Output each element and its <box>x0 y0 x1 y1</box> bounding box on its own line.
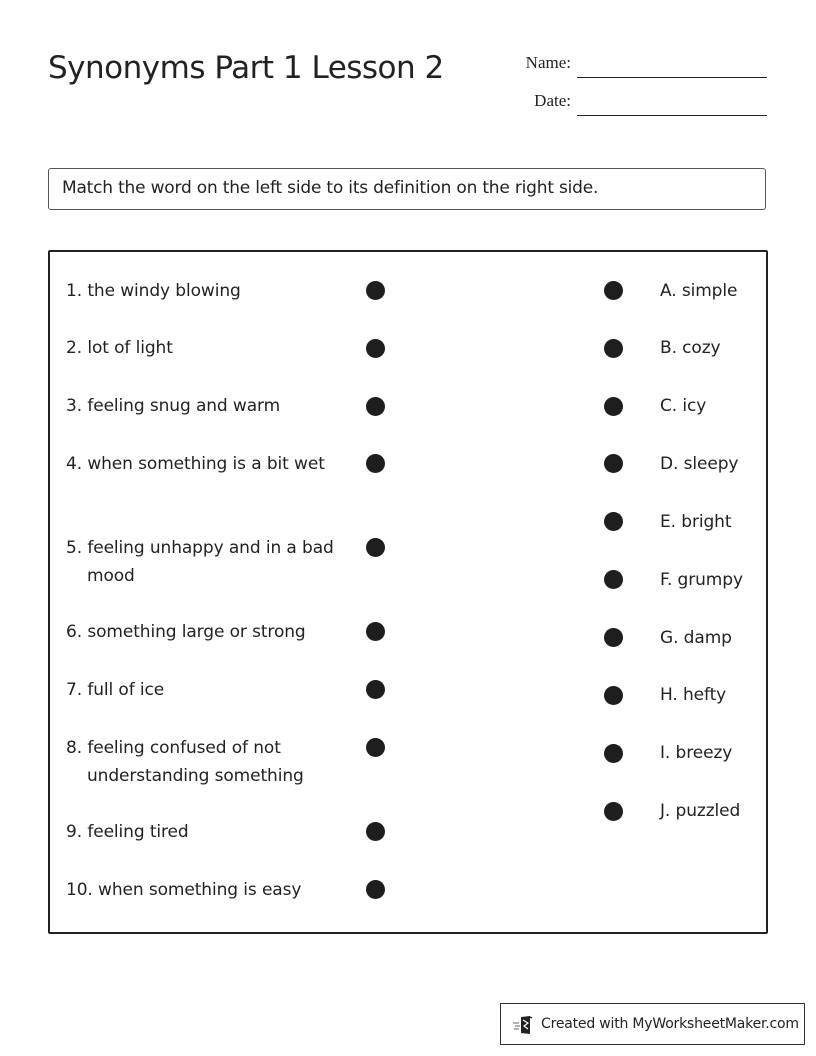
left-item: 5. feeling unhappy and in a bad mood <box>66 538 334 586</box>
left-match-dot[interactable] <box>366 822 385 841</box>
right-item: D. sleepy <box>660 454 739 474</box>
instructions-box <box>48 168 766 210</box>
right-match-dot[interactable] <box>604 744 623 763</box>
left-item: 3. feeling snug and warm <box>66 396 281 416</box>
right-match-dot[interactable] <box>604 802 623 821</box>
right-item: I. breezy <box>660 743 733 763</box>
left-match-dot[interactable] <box>366 339 385 358</box>
right-item: B. cozy <box>660 338 721 358</box>
right-item: A. simple <box>660 281 738 301</box>
footer-text: Created with MyWorksheetMaker.com <box>541 1016 799 1032</box>
right-item: F. grumpy <box>660 570 743 590</box>
right-item: E. bright <box>660 512 732 532</box>
right-match-dot[interactable] <box>604 686 623 705</box>
right-item: J. puzzled <box>660 801 741 821</box>
left-match-dot[interactable] <box>366 738 385 757</box>
name-label: Name: <box>525 53 571 72</box>
left-item: 9. feeling tired <box>66 822 189 842</box>
left-item: 1. the windy blowing <box>66 281 241 301</box>
left-item: 7. full of ice <box>66 680 165 700</box>
instructions-text: Match the word on the left side to its definition on the right side. <box>62 178 599 198</box>
right-match-dot[interactable] <box>604 570 623 589</box>
left-item: 6. something large or strong <box>66 622 306 642</box>
left-item: 8. feeling confused of not understanding something <box>66 738 304 786</box>
right-item: C. icy <box>660 396 707 416</box>
left-match-dot[interactable] <box>366 680 385 699</box>
page-title: Synonyms Part 1 Lesson 2 <box>48 50 444 86</box>
left-match-dot[interactable] <box>366 538 385 557</box>
worksheet-logo-icon <box>513 1015 535 1035</box>
left-match-dot[interactable] <box>366 880 385 899</box>
right-item: G. damp <box>660 628 732 648</box>
left-match-dot[interactable] <box>366 454 385 473</box>
right-match-dot[interactable] <box>604 628 623 647</box>
date-field[interactable] <box>577 115 767 116</box>
date-label: Date: <box>534 91 571 110</box>
left-item: 2. lot of light <box>66 338 173 358</box>
left-match-dot[interactable] <box>366 397 385 416</box>
right-match-dot[interactable] <box>604 339 623 358</box>
name-field[interactable] <box>577 77 767 78</box>
footer-credit[interactable] <box>500 1003 805 1045</box>
left-match-dot[interactable] <box>366 281 385 300</box>
right-match-dot[interactable] <box>604 281 623 300</box>
left-match-dot[interactable] <box>366 622 385 641</box>
right-match-dot[interactable] <box>604 397 623 416</box>
left-item: 10. when something is easy <box>66 880 302 900</box>
left-item: 4. when something is a bit wet <box>66 454 325 474</box>
right-match-dot[interactable] <box>604 512 623 531</box>
right-match-dot[interactable] <box>604 454 623 473</box>
right-item: H. hefty <box>660 685 727 705</box>
